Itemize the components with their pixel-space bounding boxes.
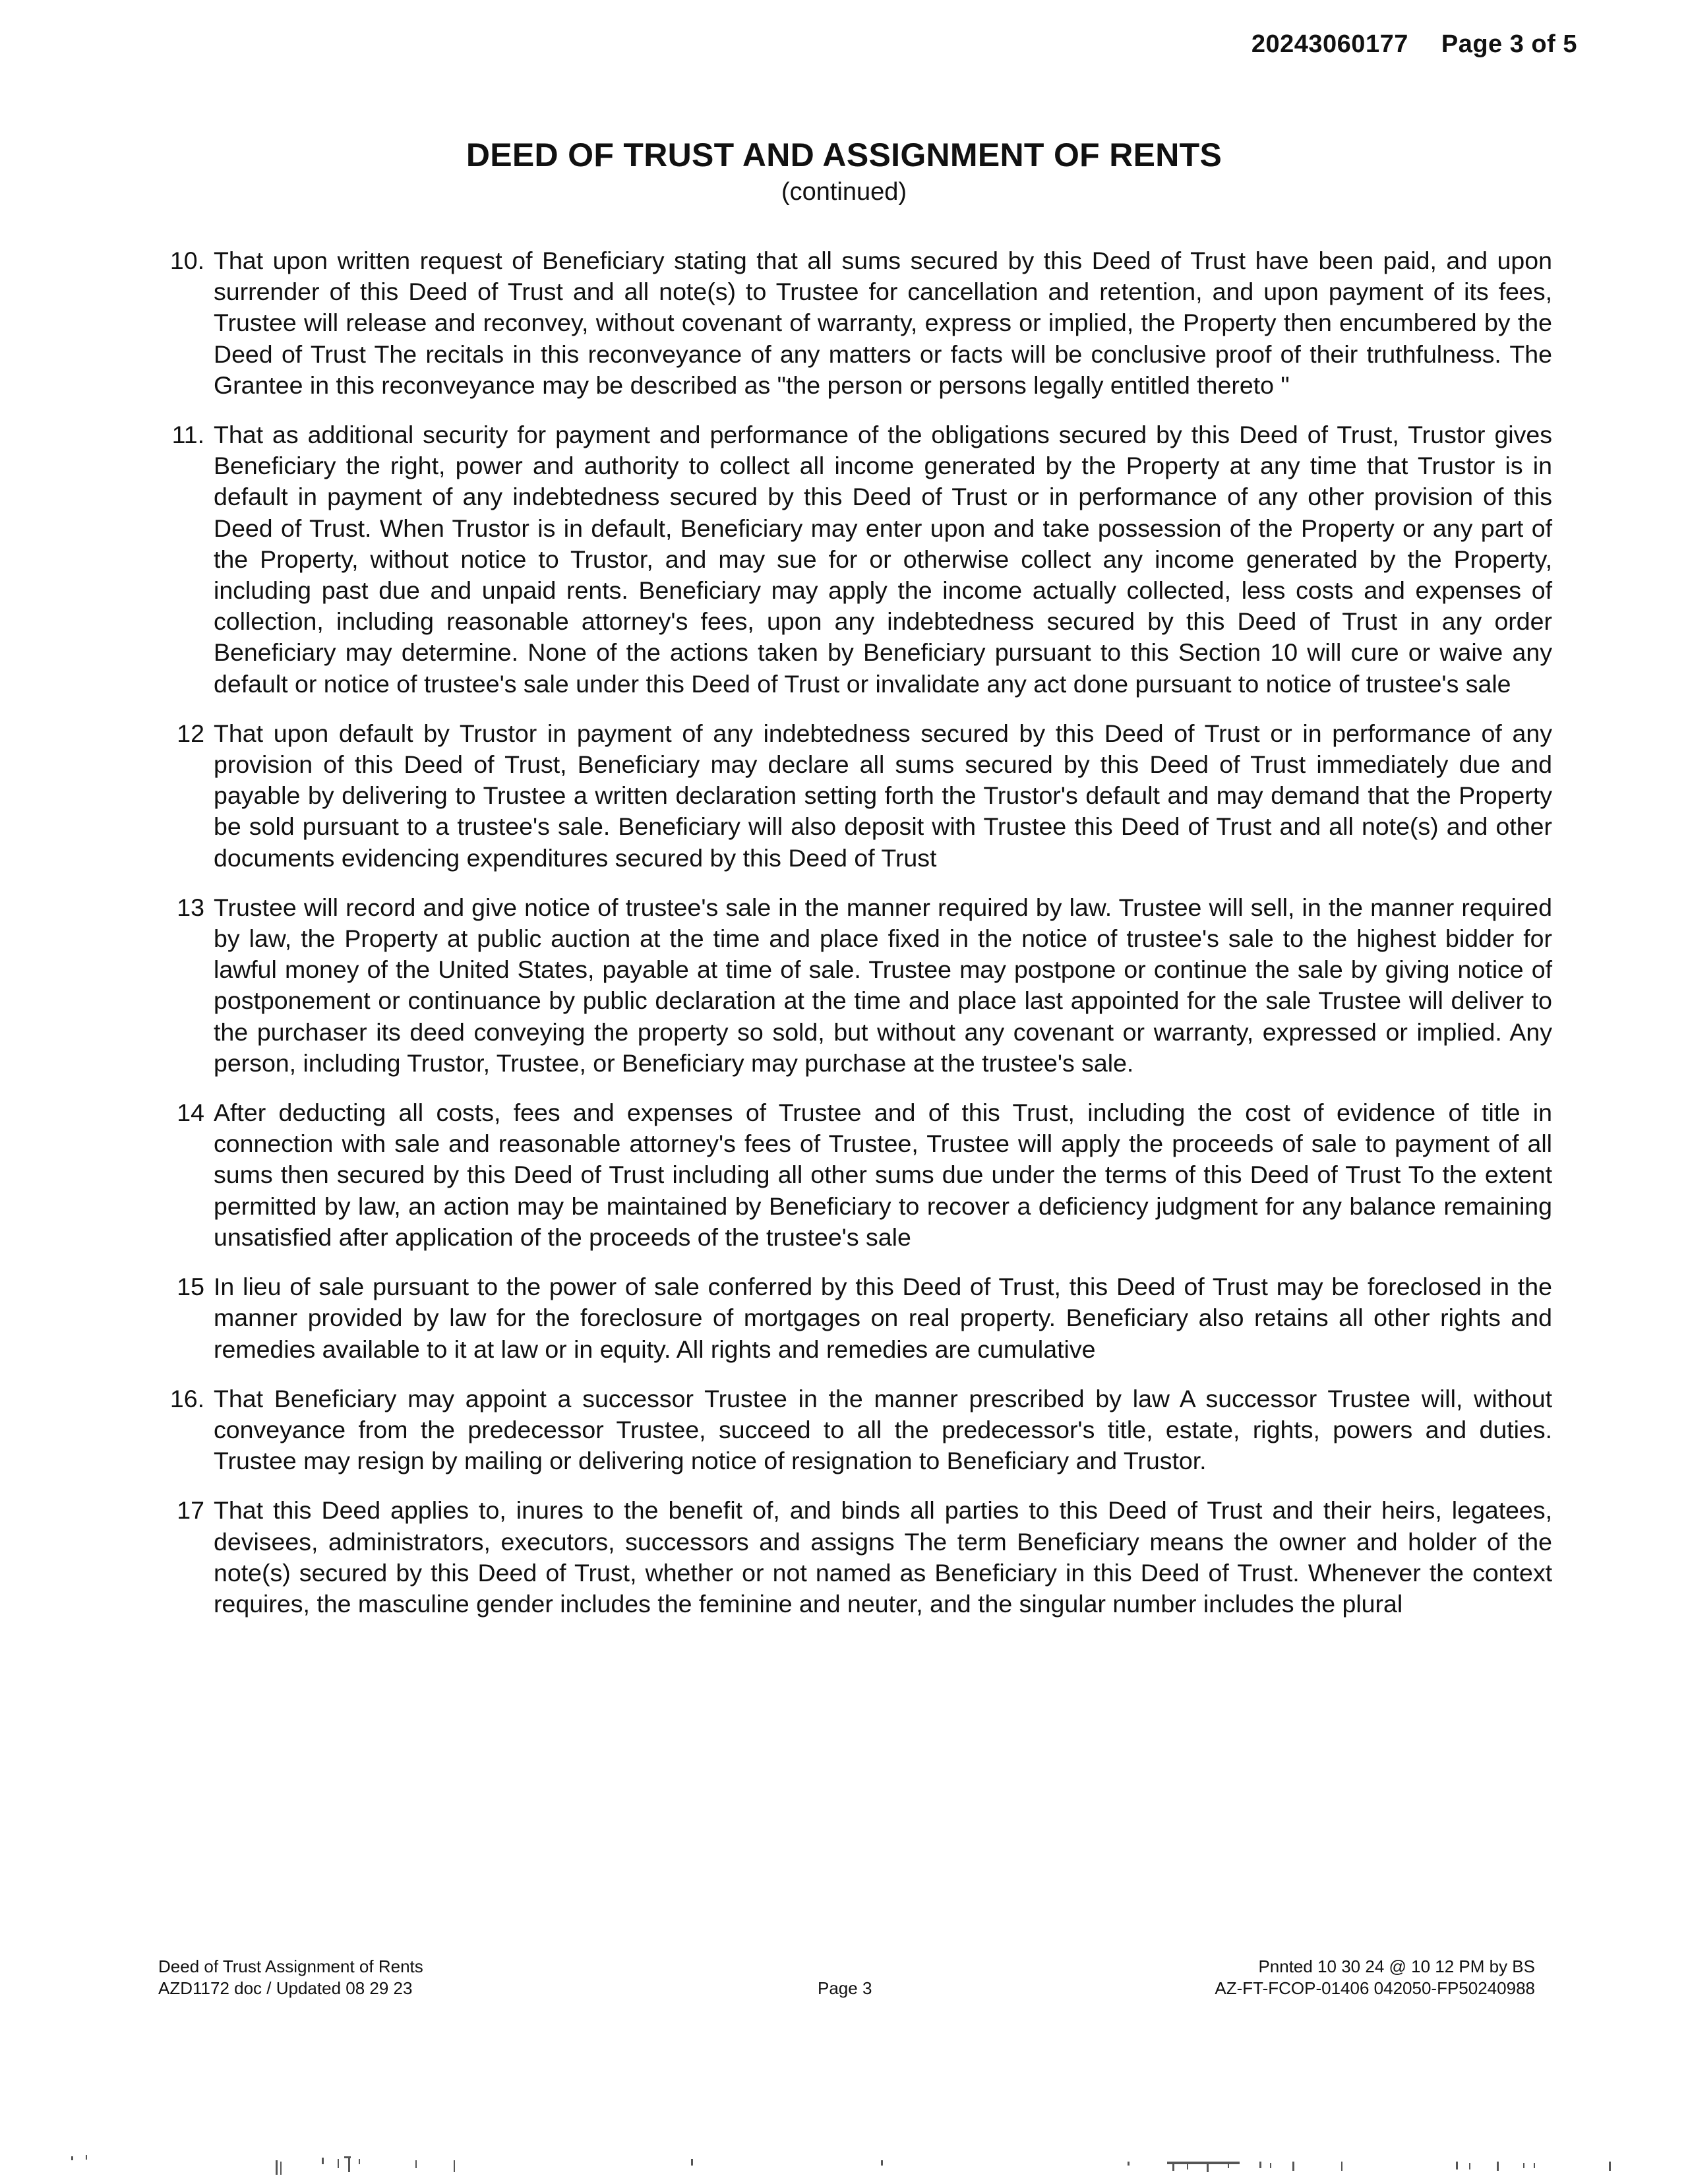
footer-form-info (158, 1956, 423, 1999)
clause-number: 12 (177, 719, 204, 747)
clause-number: 15 (177, 1273, 204, 1301)
clause-text: That upon written request of Beneficiary stating that all sums secured by this Deed of Trust have been paid, and upon surrender of this Deed of Trust and all note(s) to Trustee for cancellation and retention, and upon payment of its fees, Trustee will release and reconvey, without covenant of warranty, express or implied, the Property then encumbered by the Deed of Trust The recitals in this reconveyance of any matters or facts will be conclusive proof of their truthfulness. The Grantee in this reconveyance may be described as "the person or persons legally entitled thereto " (214, 247, 1552, 399)
footer-printed-stamp: Pnnted 10 30 24 @ 10 12 PM by BS (1258, 1957, 1535, 1976)
clause-text: That Beneficiary may appoint a successor Trustee in the manner prescribed by law A successor Trustee will, without conveyance from the predecessor Trustee, succeed to all the predecessor's title, estate, rights, powers and duties. Trustee may resign by mailing or delivering notice of resignation to Beneficiary and Trustor. (214, 1384, 1552, 1475)
clause-16 (156, 1383, 1552, 1477)
title-block (0, 136, 1688, 206)
document-header (1251, 30, 1577, 59)
footer-page-number: Page 3 (818, 1978, 872, 1998)
clause-text: After deducting all costs, fees and expenses of Trustee and of this Trust, including the cost of evidence of title in connection with sale and reasonable attorney's fees of Trustee, Trustee will apply the proceeds of sale to payment of all sums then secured by this Deed of Trust including all other sums due under the terms of this Deed of Trust To the extent permitted by law, an action may be maintained by Beneficiary to recover a deficiency judgment for any balance remaining unsatisfied after application of the proceeds of the trustee's sale (214, 1099, 1552, 1251)
clause-number: 10. (169, 247, 204, 274)
page-indicator: Page 3 of 5 (1441, 30, 1577, 58)
recording-number: 20243060177 (1251, 30, 1408, 58)
clause-10 (156, 245, 1552, 401)
clause-text: In lieu of sale pursuant to the power of sale conferred by this Deed of Trust, this Deed of Trust may be foreclosed in the manner provided by law for the foreclosure of mortgages on real property. Beneficiary also retains all other rights and remedies available to it at law or in equity. All rights and remedies are cumulative (214, 1273, 1552, 1363)
clause-12 (156, 718, 1552, 874)
footer-print-info (1215, 1956, 1535, 1999)
clause-15 (156, 1271, 1552, 1365)
clause-text: That upon default by Trustor in payment of any indebtedness secured by this Deed of Trust or in performance of any provision of this Deed of Trust, Beneficiary may declare all sums secured by this Deed of Trust immediately due and payable by delivering to Trustee a written declaration setting forth the Trustor's default and may demand that the Property be sold pursuant to a trustee's sale. Beneficiary will also deposit with Trustee this Deed of Trust and all note(s) and other documents evidencing expenditures secured by this Deed of Trust (214, 719, 1552, 872)
document-subtitle: (continued) (781, 178, 907, 206)
clause-11 (156, 419, 1552, 700)
scan-artifact-marks (0, 2137, 1688, 2176)
clause-list (156, 245, 1552, 1638)
clause-13 (156, 892, 1552, 1079)
footer-form-version: AZD1172 doc / Updated 08 29 23 (158, 1978, 413, 1998)
clause-17 (156, 1495, 1552, 1620)
clause-number: 11. (171, 421, 204, 449)
clause-text: Trustee will record and give notice of trustee's sale in the manner required by law. Trustee will sell, in the manner required by law, the Property at public auction at the time and place fixed in the notice of trustee's sale to the highest bidder for lawful money of the United States, payable at time of sale. Trustee may postpone or continue the sale by giving notice of postponement or continuance by public declaration at the time and place last appointed for the sale Trustee will deliver to the purchaser its deed conveying the property so sold, but without any covenant or warranty, expressed or implied. Any person, including Trustor, Trustee, or Beneficiary may purchase at the trustee's sale. (214, 893, 1552, 1077)
clause-number: 13 (177, 893, 204, 921)
footer-form-title: Deed of Trust Assignment of Rents (158, 1957, 423, 1976)
clause-14 (156, 1097, 1552, 1253)
clause-number: 16. (169, 1384, 204, 1412)
clause-number: 17 (177, 1496, 204, 1525)
clause-text: That this Deed applies to, inures to the benefit of, and binds all parties to this Deed of Trust and their heirs, legatees, devisees, administrators, executors, successors and assigns The term Beneficiary means the owner and holder of the note(s) secured by this Deed of Trust, whether or not named as Beneficiary in this Deed of Trust. Whenever the context requires, the masculine gender includes the feminine and neuter, and the singular number includes the plural (214, 1496, 1552, 1618)
footer-file-reference: AZ-FT-FCOP-01406 042050-FP50240988 (1215, 1978, 1535, 1998)
clause-text: That as additional security for payment and performance of the obligations secured by this Deed of Trust, Trustor gives Beneficiary the right, power and authority to collect all income generated by the Property at any time that Trustor is in default in payment of any indebtedness secured by this Deed of Trust or in performance of any other provision of this Deed of Trust. When Trustor is in default, Beneficiary may enter upon and take possession of the Property or any part of the Property, without notice to Trustor, and may sue for or otherwise collect any income generated by the Property, including past due and unpaid rents. Beneficiary may apply the income actually collected, less costs and expenses of collection, including reasonable attorney's fees, upon any indebtedness secured by this Deed of Trust in any order Beneficiary may determine. None of the actions taken by Beneficiary pursuant to this Section 10 will cure or waive any default or notice of trustee's sale under this Deed of Trust or invalidate any act done pursuant to notice of trustee's sale (214, 421, 1552, 698)
document-title: DEED OF TRUST AND ASSIGNMENT OF RENTS (466, 136, 1222, 173)
clause-number: 14 (177, 1099, 204, 1127)
